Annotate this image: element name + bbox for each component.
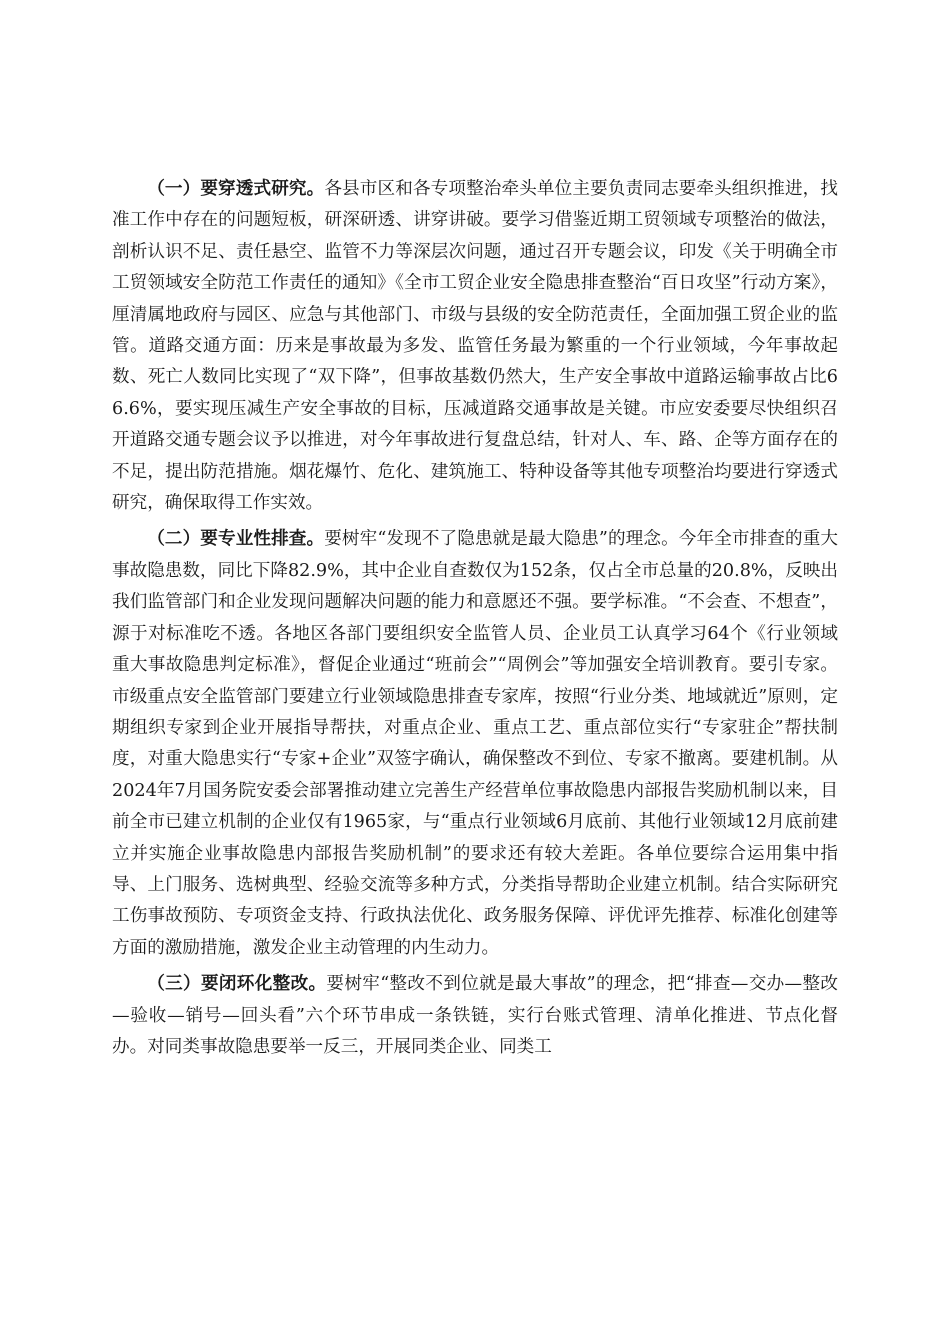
paragraph-rectification xyxy=(112,968,838,1063)
paragraph-body-rectification: 要树牢“整改不到位就是最大事故”的理念，把“排查—交办—整改—验收—销号—回头看”六个环节串成一条铁链，实行台账式管理、清单化推进、节点化督办。对同类事故隐患要举一反三，开展同类企业、同类工 xyxy=(112,974,838,1057)
section-heading-inspection: （二）要专业性排查。 xyxy=(147,528,325,550)
section-heading-rectification: （三）要闭环化整改。 xyxy=(147,973,327,995)
document-page xyxy=(112,173,838,1063)
paragraph-research xyxy=(112,173,838,519)
paragraph-body-inspection: 要树牢“发现不了隐患就是最大隐患”的理念。今年全市排查的重大事故隐患数，同比下降82.9%，其中企业自查数仅为152条，仅占全市总量的20.8%，反映出我们监管部门和企业发现问题解决问题的能力和意愿还不强。要学标准。“不会查、不想查”，源于对标准吃不透。各地区各部门要组织安全监管人员、企业员工认真学习64个《行业领域重大事故隐患判定标准》，督促企业通过“班前会”“周例会”等加强安全培训教育。要引专家。市级重点安全监管部门要建立行业领域隐患排查专家库，按照“行业分类、地域就近”原则，定期组织专家到企业开展指导帮扶，对重点企业、重点工艺、重点部位实行“专家驻企”帮扶制度，对重大隐患实行“专家+企业”双签字确认，确保整改不到位、专家不撤离。要建机制。从2024年7月国务院安委会部署推动建立完善生产经营单位事故隐患内部报告奖励机制以来，目前全市已建立机制的企业仅有1965家，与“重点行业领域6月底前、其他行业领域12月底前建立并实施企业事故隐患内部报告奖励机制”的要求还有较大差距。各单位要综合运用集中指导、上门服务、选树典型、经验交流等多种方式，分类指导帮助企业建立机制。结合实际研究工伤事故预防、专项资金支持、行政执法优化、政务服务保障、评优评先推荐、标准化创建等方面的激励措施，激发企业主动管理的内生动力。 xyxy=(112,529,838,958)
section-heading-research: （一）要穿透式研究。 xyxy=(147,178,325,199)
paragraph-inspection xyxy=(112,523,838,964)
paragraph-body-research: 各县市区和各专项整治牵头单位主要负责同志要牵头组织推进，找准工作中存在的问题短板，研深研透、讲穿讲破。要学习借鉴近期工贸领域专项整治的做法，剖析认识不足、责任悬空、监管不力等深层次问题，通过召开专题会议，印发《关于明确全市工贸领域安全防范工作责任的通知》《全市工贸企业安全隐患排查整治“百日攻坚”行动方案》，厘清属地政府与园区、应急与其他部门、市级与县级的安全防范责任，全面加强工贸企业的监管。道路交通方面：历来是事故最为多发、监管任务最为繁重的一个行业领域，今年事故起数、死亡人数同比实现了“双下降”，但事故基数仍然大，生产安全事故中道路运输事故占比66.6%，要实现压减生产安全事故的目标，压减道路交通事故是关键。市应安委要尽快组织召开道路交通专题会议予以推进，对今年事故进行复盘总结，针对人、车、路、企等方面存在的不足，提出防范措施。烟花爆竹、危化、建筑施工、特种设备等其他专项整治均要进行穿透式研究，确保取得工作实效。 xyxy=(112,179,838,514)
